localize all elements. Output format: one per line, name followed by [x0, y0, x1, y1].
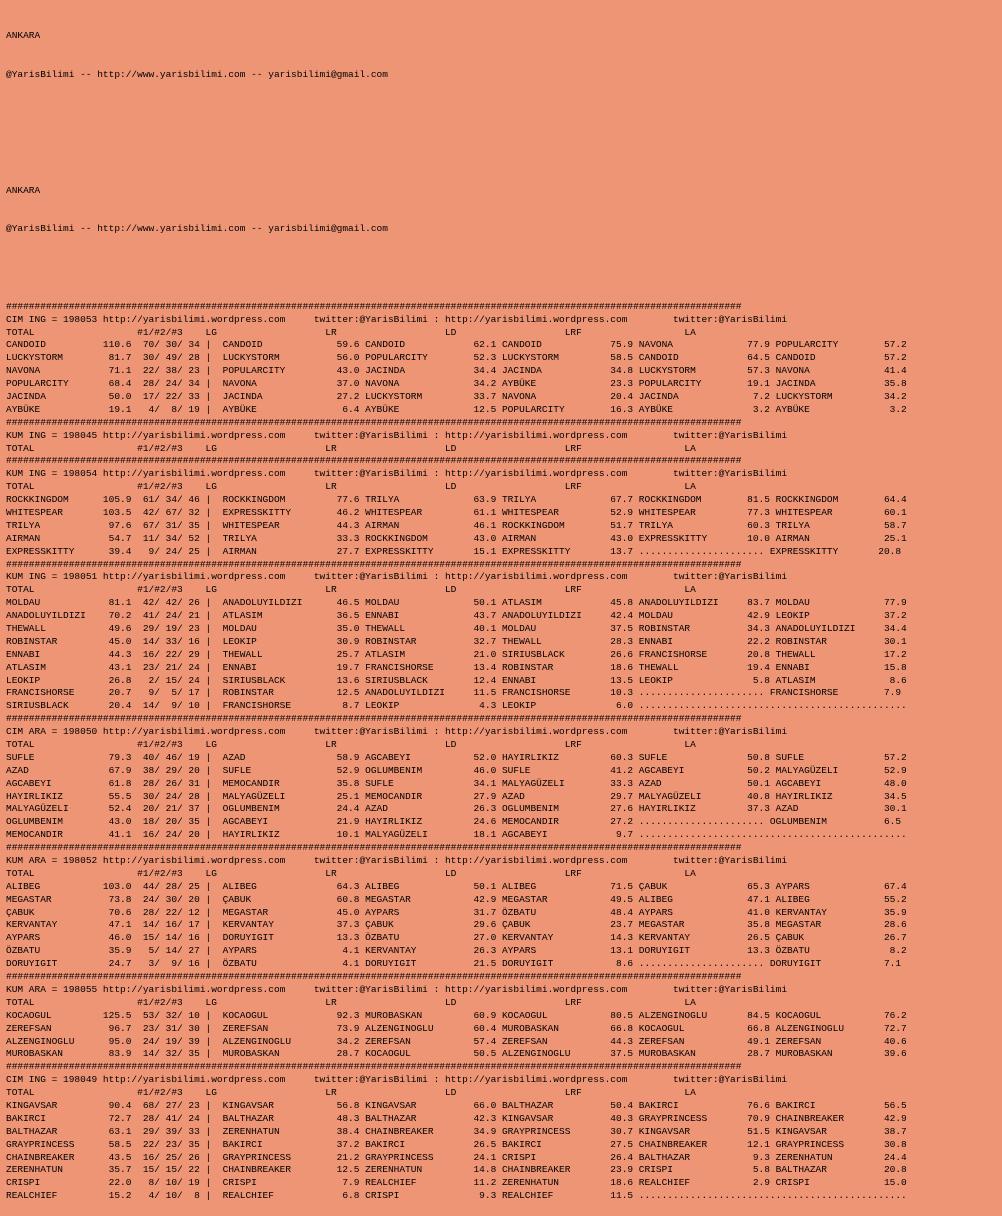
city-heading: ANKARA	[6, 29, 41, 41]
race-block	[6, 455, 1002, 558]
horse-row: ALZENGINOGLU 95.0 24/ 19/ 39 | ALZENGINOGLU 34.2 ZEREFSAN 57.4 ZEREFSAN 44.3 ZEREFSAN 49.1 ZEREFSAN 40.6	[6, 1035, 907, 1047]
horse-row: THEWALL 49.6 29/ 19/ 23 | MOLDAU 35.0 THEWALL 40.1 MOLDAU 37.5 ROBINSTAR 34.3 ANADOLUYILDIZI 34.4	[6, 623, 907, 634]
section-separator: #################################################################################################################################	[6, 300, 742, 312]
race-title: KUM ING = 198051 http://yarisbilimi.wordpress.com twitter:@YarisBilimi : http://yarisbilimi.wordpress.com twitter:@YarisBilimi	[6, 571, 788, 583]
race-block	[6, 1061, 1002, 1203]
horse-row: KOCAOGUL 125.5 53/ 32/ 10 | KOCAOGUL 92.3 MUROBASKAN 60.9 KOCAOGUL 80.5 ALZENGINOGLU 84.5 KOCAOGUL 76.2	[6, 1009, 907, 1021]
horse-row: AIRMAN 54.7 11/ 34/ 52 | TRILYA 33.3 ROCKKINGDOM 43.0 AIRMAN 43.0 EXPRESSKITTY 10.0 AIRMAN 25.1	[6, 532, 907, 544]
race-title: KUM ARA = 198055 http://yarisbilimi.wordpress.com twitter:@YarisBilimi : http://yarisbilimi.wordpress.com twitter:@YarisBilimi	[6, 983, 788, 995]
horse-row: TRILYA 97.6 67/ 31/ 35 | WHITESPEAR 44.3 AIRMAN 46.1 ROCKKINGDOM 51.7 TRILYA 60.3 TRILYA 58.7	[6, 519, 907, 531]
race-block	[6, 559, 1002, 714]
horse-row: MOLDAU 81.1 42/ 42/ 26 | ANADOLUYILDIZI 46.5 MOLDAU 50.1 ATLASIM 45.8 ANADOLUYILDIZI 83.7 MOLDAU 77.9	[6, 597, 907, 609]
horse-row: BAKIRCI 72.7 28/ 41/ 24 | BALTHAZAR 48.3 BALTHAZAR 42.3 KINGAVSAR 40.3 GRAYPRINCESS 70.9 CHAINBREAKER 42.9	[6, 1112, 907, 1124]
column-headers: TOTAL #1/#2/#3 LG LR LD LRF LA	[6, 867, 696, 879]
column-headers: TOTAL #1/#2/#3 LG LR LD LRF LA	[6, 481, 696, 493]
horse-row: ROBINSTAR 45.0 14/ 33/ 16 | LEOKIP 30.9 ROBINSTAR 32.7 THEWALL 28.3 ENNABI 22.2 ROBINSTAR 30.1	[6, 635, 907, 647]
contact-line: @YarisBilimi -- http://www.yarisbilimi.com -- yarisbilimi@gmail.com	[6, 68, 388, 80]
horse-row: NAVONA 71.1 22/ 38/ 23 | POPULARCITY 43.0 JACINDA 34.4 JACINDA 34.8 LUCKYSTORM 57.3 NAVONA 41.4	[6, 365, 907, 377]
column-headers: TOTAL #1/#2/#3 LG LR LD LRF LA	[6, 584, 696, 596]
horse-row: OGLUMBENIM 43.0 18/ 20/ 35 | AGCABEYI 21.9 HAYIRLIKIZ 24.6 MEMOCANDIR 27.2 ...................... OGLUMBENIM 6.5	[6, 816, 902, 828]
race-title: CIM ING = 198053 http://yarisbilimi.wordpress.com twitter:@YarisBilimi : http://yarisbilimi.wordpress.com twitter:@YarisBilimi	[6, 313, 788, 325]
horse-row: ATLASIM 43.1 23/ 21/ 24 | ENNABI 19.7 FRANCISHORSE 13.4 ROBINSTAR 18.6 THEWALL 19.4 ENNABI 15.8	[6, 661, 907, 673]
horse-row: LEOKIP 26.8 2/ 15/ 24 | SIRIUSBLACK 13.6 SIRIUSBLACK 12.4 ENNABI 13.5 LEOKIP 5.8 ATLASIM 8.6	[6, 674, 907, 686]
section-separator: #################################################################################################################################	[6, 558, 742, 570]
race-title: KUM ING = 198054 http://yarisbilimi.wordpress.com twitter:@YarisBilimi : http://yarisbilimi.wordpress.com twitter:@YarisBilimi	[6, 468, 788, 480]
horse-row: ÇABUK 70.6 28/ 22/ 12 | MEGASTAR 45.0 AYPARS 31.7 ÖZBATU 48.4 AYPARS 41.0 KERVANTAY 35.9	[6, 906, 907, 918]
race-title: CIM ARA = 198050 http://yarisbilimi.wordpress.com twitter:@YarisBilimi : http://yarisbilimi.wordpress.com twitter:@YarisBilimi	[6, 726, 788, 738]
column-headers: TOTAL #1/#2/#3 LG LR LD LRF LA	[6, 996, 696, 1008]
horse-row: GRAYPRINCESS 58.5 22/ 23/ 35 | BAKIRCI 37.2 BAKIRCI 26.5 BAKIRCI 27.5 CHAINBREAKER 12.1 GRAYPRINCESS 30.8	[6, 1138, 907, 1150]
horse-row: AZAD 67.9 38/ 29/ 20 | SUFLE 52.9 OGLUMBENIM 46.0 SUFLE 41.2 AGCABEYI 50.2 MALYAGÜZELI 52.9	[6, 764, 907, 776]
column-headers: TOTAL #1/#2/#3 LG LR LD LRF LA	[6, 442, 696, 454]
race-title: CIM ING = 198049 http://yarisbilimi.wordpress.com twitter:@YarisBilimi : http://yarisbilimi.wordpress.com twitter:@YarisBilimi	[6, 1074, 788, 1086]
horse-row: CANDOID 110.6 70/ 30/ 34 | CANDOID 59.6 CANDOID 62.1 CANDOID 75.9 NAVONA 77.9 POPULARCITY 57.2	[6, 339, 907, 351]
column-headers: TOTAL #1/#2/#3 LG LR LD LRF LA	[6, 326, 696, 338]
horse-row: AGCABEYI 61.8 28/ 26/ 31 | MEMOCANDIR 35.8 SUFLE 34.1 MALYAGÜZELI 33.3 AZAD 50.1 AGCABEYI 48.0	[6, 777, 907, 789]
section-separator: #################################################################################################################################	[6, 713, 742, 725]
horse-row: MEMOCANDIR 41.1 16/ 24/ 20 | HAYIRLIKIZ 10.1 MALYAGÜZELI 18.1 AGCABEYI 9.7 ...............................................	[6, 829, 907, 841]
horse-row: CHAINBREAKER 43.5 16/ 25/ 26 | GRAYPRINCESS 21.2 GRAYPRINCESS 24.1 CRISPI 26.4 BALTHAZAR 9.3 ZERENHATUN 24.4	[6, 1151, 907, 1163]
horse-row: DORUYIGIT 24.7 3/ 9/ 16 | ÖZBATU 4.1 DORUYIGIT 21.5 DORUYIGIT 8.6 ...................... DORUYIGIT 7.1	[6, 958, 902, 970]
horse-row: REALCHIEF 15.2 4/ 10/ 8 | REALCHIEF 6.8 CRISPI 9.3 REALCHIEF 11.5 ...............................................	[6, 1190, 907, 1202]
horse-row: MALYAGÜZELI 52.4 20/ 21/ 37 | OGLUMBENIM 24.4 AZAD 26.3 OGLUMBENIM 27.6 HAYIRLIKIZ 37.3 AZAD 30.1	[6, 803, 907, 815]
horse-row: JACINDA 50.0 17/ 22/ 33 | JACINDA 27.2 LUCKYSTORM 33.7 NAVONA 20.4 JACINDA 7.2 LUCKYSTORM 34.2	[6, 390, 907, 402]
horse-row: KINGAVSAR 90.4 68/ 27/ 23 | KINGAVSAR 56.8 KINGAVSAR 66.0 BALTHAZAR 50.4 BAKIRCI 76.6 BAKIRCI 56.5	[6, 1099, 907, 1111]
race-title: KUM ARA = 198052 http://yarisbilimi.wordpress.com twitter:@YarisBilimi : http://yarisbilimi.wordpress.com twitter:@YarisBilimi	[6, 855, 788, 867]
blank-line	[6, 146, 1002, 159]
horse-row: BALTHAZAR 63.1 29/ 39/ 33 | ZERENHATUN 38.4 CHAINBREAKER 34.9 GRAYPRINCESS 30.7 KINGAVSAR 51.5 KINGAVSAR 38.7	[6, 1125, 907, 1137]
horse-row: SIRIUSBLACK 20.4 14/ 9/ 10 | FRANCISHORSE 8.7 LEOKIP 4.3 LEOKIP 6.0 ...............................................	[6, 700, 907, 712]
horse-row: CRISPI 22.0 8/ 10/ 19 | CRISPI 7.9 REALCHIEF 11.2 ZERENHATUN 18.6 REALCHIEF 2.9 CRISPI 15.0	[6, 1177, 907, 1189]
column-headers: TOTAL #1/#2/#3 LG LR LD LRF LA	[6, 1087, 696, 1099]
section-separator: #################################################################################################################################	[6, 971, 742, 983]
column-headers: TOTAL #1/#2/#3 LG LR LD LRF LA	[6, 739, 696, 751]
race-block	[6, 842, 1002, 971]
section-separator: #################################################################################################################################	[6, 455, 742, 467]
race-title: KUM ING = 198045 http://yarisbilimi.wordpress.com twitter:@YarisBilimi : http://yarisbilimi.wordpress.com twitter:@YarisBilimi	[6, 429, 788, 441]
horse-row: ROCKKINGDOM 105.9 61/ 34/ 46 | ROCKKINGDOM 77.6 TRILYA 63.9 TRILYA 67.7 ROCKKINGDOM 81.5 ROCKKINGDOM 64.4	[6, 494, 907, 506]
horse-row: FRANCISHORSE 20.7 9/ 5/ 17 | ROBINSTAR 12.5 ANADOLUYILDIZI 11.5 FRANCISHORSE 10.3 ...................... FRANCISHORSE 7.9	[6, 687, 902, 699]
horse-row: MUROBASKAN 83.9 14/ 32/ 35 | MUROBASKAN 28.7 KOCAOGUL 50.5 ALZENGINOGLU 37.5 MUROBASKAN 28.7 MUROBASKAN 39.6	[6, 1048, 907, 1060]
race-block	[6, 971, 1002, 1061]
city-heading: ANKARA	[6, 184, 41, 196]
horse-row: ZERENHATUN 35.7 15/ 15/ 22 | CHAINBREAKER 12.5 ZERENHATUN 14.8 CHAINBREAKER 23.9 CRISPI 5.8 BALTHAZAR 20.8	[6, 1164, 907, 1176]
horse-row: WHITESPEAR 103.5 42/ 67/ 32 | EXPRESSKITTY 46.2 WHITESPEAR 61.1 WHITESPEAR 52.9 WHITESPEAR 77.3 WHITESPEAR 60.1	[6, 506, 907, 518]
horse-row: ALIBEG 103.0 44/ 28/ 25 | ALIBEG 64.3 ALIBEG 50.1 ALIBEG 71.5 ÇABUK 65.3 AYPARS 67.4	[6, 880, 907, 892]
horse-row: ENNABI 44.3 16/ 22/ 29 | THEWALL 25.7 ATLASIM 21.0 SIRIUSBLACK 26.6 FRANCISHORSE 20.8 THEWALL 17.2	[6, 648, 907, 660]
blank-line	[6, 107, 1002, 120]
horse-row: EXPRESSKITTY 39.4 9/ 24/ 25 | AIRMAN 27.7 EXPRESSKITTY 15.1 EXPRESSKITTY 13.7 ...................... EXPRESSKITTY 20.8	[6, 545, 902, 557]
horse-row: HAYIRLIKIZ 55.5 30/ 24/ 28 | MALYAGÜZELI 25.1 MEMOCANDIR 27.9 AZAD 29.7 MALYAGÜZELI 40.8 HAYIRLIKIZ 34.5	[6, 790, 907, 802]
horse-row: MEGASTAR 73.8 24/ 30/ 20 | ÇABUK 60.8 MEGASTAR 42.9 MEGASTAR 49.5 ALIBEG 47.1 ALIBEG 55.2	[6, 893, 907, 905]
section-separator: #################################################################################################################################	[6, 416, 742, 428]
horse-row: SUFLE 79.3 40/ 46/ 19 | AZAD 58.9 AGCABEYI 52.0 HAYIRLIKIZ 60.3 SUFLE 50.8 SUFLE 57.2	[6, 751, 907, 763]
section-separator: #################################################################################################################################	[6, 1061, 742, 1073]
horse-row: LUCKYSTORM 81.7 30/ 49/ 28 | LUCKYSTORM 56.0 POPULARCITY 52.3 LUCKYSTORM 58.5 CANDOID 64.5 CANDOID 57.2	[6, 352, 907, 364]
horse-row: AYBÜKE 19.1 4/ 8/ 19 | AYBÜKE 6.4 AYBÜKE 12.5 POPULARCITY 16.3 AYBÜKE 3.2 AYBÜKE 3.2	[6, 403, 907, 415]
race-block	[6, 301, 1002, 417]
contact-line: @YarisBilimi -- http://www.yarisbilimi.com -- yarisbilimi@gmail.com	[6, 223, 388, 235]
blank-line	[6, 262, 1002, 275]
horse-row: AYPARS 46.0 15/ 14/ 16 | DORUYIGIT 13.3 ÖZBATU 27.0 KERVANTAY 14.3 KERVANTAY 26.5 ÇABUK 26.7	[6, 932, 907, 944]
race-block	[6, 713, 1002, 842]
races-container	[6, 301, 1002, 1203]
horse-row: KERVANTAY 47.1 14/ 16/ 17 | KERVANTAY 37.3 ÇABUK 29.6 ÇABUK 23.7 MEGASTAR 35.8 MEGASTAR 28.6	[6, 919, 907, 931]
horse-row: ANADOLUYILDIZI 70.2 41/ 24/ 21 | ATLASIM 36.5 ENNABI 43.7 ANADOLUYILDIZI 42.4 MOLDAU 42.9 LEOKIP 37.2	[6, 610, 907, 622]
section-separator: #################################################################################################################################	[6, 842, 742, 854]
horse-row: ÖZBATU 35.9 5/ 14/ 27 | AYPARS 4.1 KERVANTAY 26.3 AYPARS 13.1 DORUYIGIT 13.3 ÖZBATU 8.2	[6, 945, 907, 957]
horse-row: POPULARCITY 68.4 28/ 24/ 34 | NAVONA 37.0 NAVONA 34.2 AYBÜKE 23.3 POPULARCITY 19.1 JACINDA 35.8	[6, 378, 907, 390]
horse-row: ZEREFSAN 96.7 23/ 31/ 30 | ZEREFSAN 73.9 ALZENGINOGLU 60.4 MUROBASKAN 66.8 KOCAOGUL 66.8 ALZENGINOGLU 72.7	[6, 1022, 907, 1034]
race-block	[6, 417, 1002, 456]
